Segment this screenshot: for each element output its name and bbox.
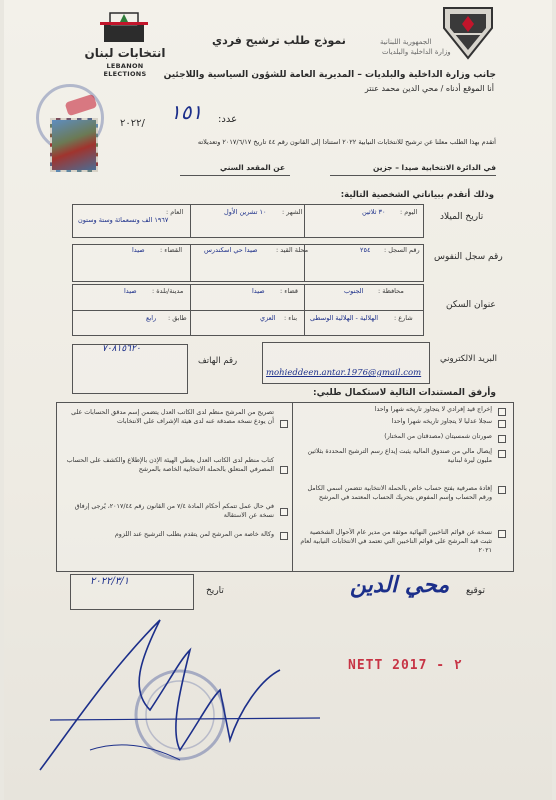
- seat-underline: [180, 175, 290, 176]
- district-underline: [330, 175, 496, 176]
- doc-right-item-1: إخراج قيد إفرادي لا يتجاوز تاريخه شهرا واحدا: [374, 406, 492, 413]
- doc-right-checkbox-1[interactable]: [498, 408, 506, 416]
- birth-day-label: اليوم :: [400, 208, 418, 216]
- doc-right-checkbox-5[interactable]: [498, 486, 506, 494]
- birth-day-value: ٣٠ ثلاثين: [362, 208, 386, 216]
- elections-logo-arabic: انتخابات لبنان: [84, 46, 166, 60]
- residence-floor-label: طابق :: [168, 314, 187, 322]
- doc-right-checkbox-3[interactable]: [498, 435, 506, 443]
- residence-district-value: صيدا: [252, 287, 265, 295]
- doc-right-checkbox-6[interactable]: [498, 530, 506, 538]
- birth-year-label: العام :: [166, 208, 184, 216]
- residence-governorate-value: الجنوب: [344, 287, 364, 295]
- reference-year: ٢٠٢٢/: [120, 118, 145, 129]
- signer-line: أنا الموقع أدناه / محي الدين محمد عنتر: [364, 84, 494, 93]
- signature-label: توقيع: [466, 586, 485, 596]
- doc-left-item-2: كتاب منظم لدى الكاتب العدل يعطي الهيئة الإذن بالإطلاع والكشف على الحساب المصرفي المتعلق بالحملة الانتخابية الخاصة بالمرشح: [66, 457, 274, 473]
- residence-district-label: قضاء :: [280, 287, 299, 295]
- doc-left-item-1: تصريح من المرشح منظم لدى الكاتب العدل يتضمن إسم مدقق الحسابات على أن يودع نسخة مصدقة عنه لدى هيئة الإشراف على الانتخابات: [71, 409, 274, 425]
- phone-label: رقم الهاتف: [198, 356, 238, 366]
- reference-number: ١٥١: [170, 100, 203, 124]
- date-label: تاريخ: [206, 586, 224, 596]
- residence-floor-value: رابع: [146, 314, 157, 322]
- documents-column-divider: [292, 402, 293, 572]
- form-title: نموذج طلب ترشيح فردي: [212, 34, 346, 47]
- birth-month-value: ١٠ تشرين الأول: [224, 208, 267, 216]
- signature-scribble-icon: [30, 600, 330, 790]
- registry-locality-value: صيدا حي اسكندرس: [204, 246, 258, 254]
- birth-divider-2: [304, 204, 305, 238]
- doc-left-checkbox-4[interactable]: [280, 532, 288, 540]
- residence-building-value: العزي: [260, 314, 276, 322]
- residence-label: عنوان السكن: [446, 300, 496, 310]
- birth-divider-1: [190, 204, 191, 238]
- registry-number-label: رقم السجل :: [384, 246, 420, 254]
- doc-left-item-3: في حال عمل تتمكم أحكام المادة ٧/٤ من القانون رقم ٢٠١٧/٤٤، يُرجى إرفاق نسخة عن الاستقالة: [74, 503, 274, 519]
- doc-right-item-4: إيصال مالي من صندوق المالية يثبت إيداع رسم الترشيح المحددة بثلاثين مليون ليرة لبنانية: [307, 448, 492, 464]
- doc-right-checkbox-2[interactable]: [498, 420, 506, 428]
- residence-divider-2: [304, 284, 305, 336]
- email-label: البريد الالكتروني: [440, 354, 498, 364]
- registry-number-value: ٢٥٤: [360, 246, 371, 254]
- registry-divider-1: [190, 244, 191, 282]
- documents-heading: وأرفق المستندات التالية لاستكمال طلبي:: [313, 388, 496, 398]
- revenue-stamps: [36, 84, 102, 180]
- reference-label: عدد:: [218, 114, 238, 125]
- residence-row-divider: [72, 310, 424, 311]
- doc-right-item-6: نسخة عن قوائم الناخبين النهائية موثقة من مدير عام الأحوال الشخصية تثبت قيد المرشح على قوائم الناخبين التي تعتمد في الانتخابات النيابية لعام ٢٠٢١: [300, 529, 492, 554]
- birth-date-label: تاريخ الميلاد: [440, 212, 484, 222]
- doc-right-item-2: سجلا عدليا لا يتجاوز تاريخه شهرا واحدا: [391, 418, 492, 425]
- addressee-line: جانب وزارة الداخلية والبلديات – المديرية العامة للشؤون السياسية واللاجئين: [163, 70, 496, 80]
- personal-info-intro: وذلك أتقدم ببياناتي الشخصية التالية:: [340, 190, 494, 200]
- registry-district-value: صيدا: [132, 246, 145, 254]
- residence-street-label: شارع :: [394, 314, 413, 322]
- residence-city-value: صيدا: [124, 287, 137, 295]
- elections-logo-english: LEBANON ELECTIONS: [103, 62, 147, 78]
- registry-locality-label: محلة القيد :: [276, 246, 309, 254]
- elections-logo: [84, 8, 166, 78]
- seat-line: عن المقعد السني: [220, 163, 286, 172]
- doc-left-checkbox-3[interactable]: [280, 508, 288, 516]
- residence-street-value: الهلالية - الهلالية الوسطى: [310, 314, 379, 322]
- republic-label: الجمهورية اللبنانية: [380, 38, 432, 46]
- residence-governorate-label: محافظة :: [378, 287, 404, 295]
- birth-year-value: ١٩٦٧ الف وتسعمائة وستة وستون: [78, 216, 169, 224]
- red-date-stamp: NETT 2017 - ٢: [348, 658, 462, 673]
- request-text: أتقدم بهذا الطلب معلنا عن ترشيح للانتخابات النيابية ٢٠٢٢ استنادا إلى القانون رقم ٤٤ تاريخ ٢٠١٧/٦/١٧ وتعديلاته: [197, 138, 496, 146]
- revenue-stamp-image: [50, 118, 98, 172]
- doc-left-checkbox-1[interactable]: [280, 420, 288, 428]
- phone-value: ٧٠٨١٥٦٢٠: [102, 344, 141, 354]
- ballot-box-icon: [84, 8, 166, 48]
- residence-building-label: بناء :: [284, 314, 298, 322]
- email-value: mohieddeen.antar.1976@gmail.com: [266, 368, 422, 378]
- registry-label: رقم سجل النفوس: [434, 252, 503, 262]
- signature-value: محي الدين: [350, 572, 450, 598]
- registry-district-label: القضاء :: [160, 246, 183, 254]
- doc-right-item-3: صورتان شمسيتان (مصدقتان من المختار): [384, 433, 492, 440]
- ministry-label: وزارة الداخلية والبلديات: [382, 48, 451, 56]
- residence-divider-1: [190, 284, 191, 336]
- date-value: ٢٠٢٢/٣/١: [90, 576, 129, 587]
- doc-left-checkbox-2[interactable]: [280, 466, 288, 474]
- doc-left-item-4: وكالة خاصة من المرشح لمن يتقدم بطلب الترشيح عند اللزوم: [114, 531, 274, 538]
- residence-city-label: مدينة/بلدة :: [152, 287, 184, 295]
- official-signature: [30, 600, 330, 790]
- district-line: في الدائرة الانتخابية صيدا – جزين: [372, 163, 496, 172]
- doc-right-checkbox-4[interactable]: [498, 450, 506, 458]
- doc-right-item-5: إفادة مصرفية بفتح حساب خاص بالحملة الانتخابية تتضمن اسمي الكامل ورقم الحساب وإسم المفوض بتحريك الحساب المعتمد في المرشح: [307, 485, 492, 501]
- birth-month-label: الشهر :: [282, 208, 303, 216]
